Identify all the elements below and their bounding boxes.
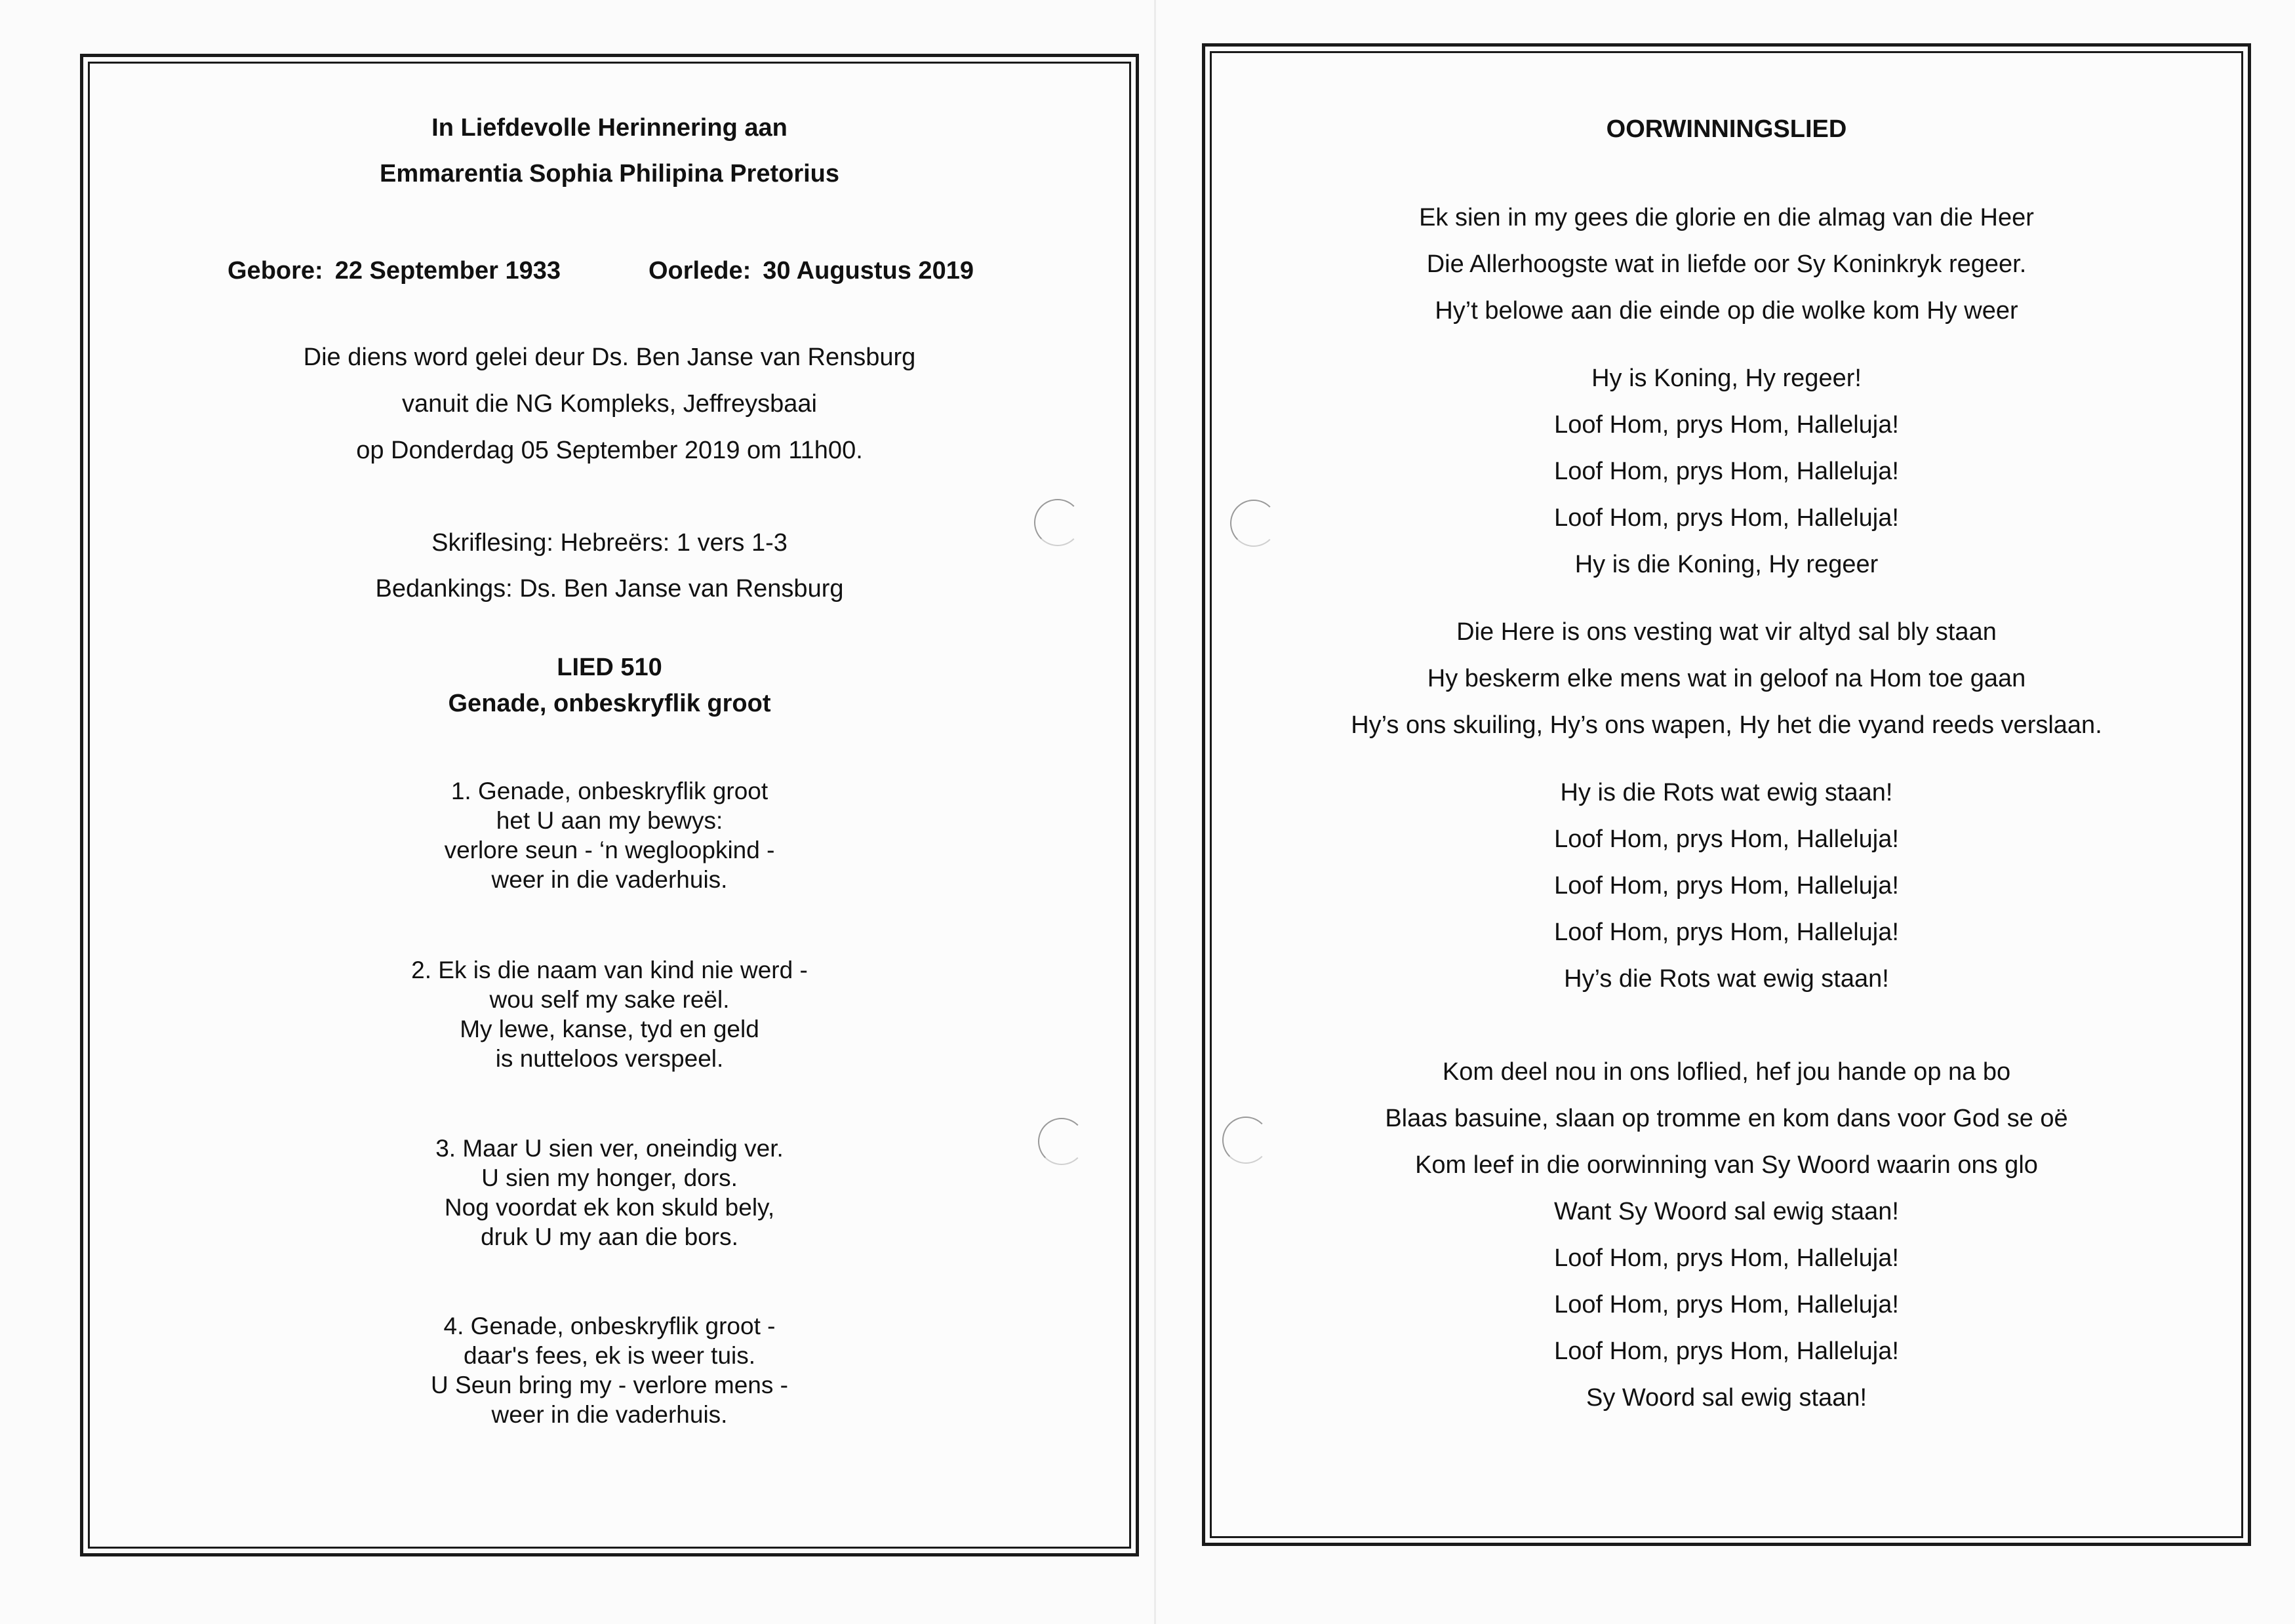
lyric-line: Sy Woord sal ewig staan! <box>1586 1384 1867 1412</box>
died-info <box>649 257 974 285</box>
thanks-line: Bedankings: Ds. Ben Janse van Rensburg <box>375 575 844 603</box>
lyric-line: Loof Hom, prys Hom, Halleluja! <box>1554 919 1899 946</box>
verse-line: weer in die vaderhuis. <box>491 866 728 893</box>
lyric-line: Kom leef in die oorwinning van Sy Woord waarin ons glo <box>1415 1151 2038 1179</box>
lyric-line: Loof Hom, prys Hom, Halleluja! <box>1554 872 1899 900</box>
service-line-1: Die diens word gelei deur Ds. Ben Janse van Rensburg <box>303 344 916 371</box>
verse-line: is nutteloos verspeel. <box>495 1045 724 1072</box>
lyric-line: Loof Hom, prys Hom, Halleluja! <box>1554 1337 1899 1365</box>
punch-hole <box>1230 500 1277 547</box>
song-title: OORWINNINGSLIED <box>1606 115 1847 143</box>
lyric-line: Hy’t belowe aan die einde op die wolke kom Hy weer <box>1435 297 2018 325</box>
lyric-line: Die Allerhoogste wat in liefde oor Sy Koninkryk regeer. <box>1426 250 2027 278</box>
page-fold <box>1154 0 1156 1624</box>
verse-line: 3. Maar U sien ver, oneindig ver. <box>435 1135 784 1162</box>
born-info <box>228 257 561 285</box>
deceased-name: Emmarentia Sophia Philipina Pretorius <box>379 160 840 188</box>
lyric-line: Want Sy Woord sal ewig staan! <box>1554 1198 1899 1225</box>
left-page-inner-frame <box>88 62 1131 1549</box>
lyric-line: Loof Hom, prys Hom, Halleluja! <box>1554 1244 1899 1272</box>
verse-line: 4. Genade, onbeskryflik groot - <box>443 1313 776 1339</box>
lyric-line: Kom deel nou in ons loflied, hef jou hande op na bo <box>1442 1058 2011 1086</box>
lyric-line: Hy’s ons skuiling, Hy’s ons wapen, Hy het die vyand reeds verslaan. <box>1351 711 2102 739</box>
lyric-line: Loof Hom, prys Hom, Halleluja! <box>1554 504 1899 532</box>
punch-hole <box>1038 1118 1085 1165</box>
verse-line: Nog voordat ek kon skuld bely, <box>444 1194 775 1221</box>
service-line-3: op Donderdag 05 September 2019 om 11h00. <box>356 437 863 464</box>
right-page <box>1202 43 2251 1546</box>
lyric-line: Ek sien in my gees die glorie en die almag van die Heer <box>1419 204 2034 231</box>
verse-line: druk U my aan die bors. <box>481 1223 738 1250</box>
lyric-line: Die Here is ons vesting wat vir altyd sal bly staan <box>1456 618 1997 646</box>
lyric-line: Loof Hom, prys Hom, Halleluja! <box>1554 458 1899 485</box>
hymn-number: LIED 510 <box>557 654 662 681</box>
lyric-line: Hy is die Koning, Hy regeer <box>1574 551 1879 578</box>
scripture-reading: Skriflesing: Hebreërs: 1 vers 1-3 <box>431 529 788 557</box>
memorial-heading: In Liefdevolle Herinnering aan <box>431 114 788 142</box>
died-label: Oorlede: <box>649 257 751 285</box>
verse-line: weer in die vaderhuis. <box>491 1401 728 1428</box>
hymn-verse-3 <box>90 1134 1129 1252</box>
verse-line: My lewe, kanse, tyd en geld <box>460 1016 759 1042</box>
punch-hole <box>1222 1117 1269 1164</box>
punch-hole <box>1034 499 1081 546</box>
hymn-verse-4 <box>90 1311 1129 1429</box>
verse-line: verlore seun - ‘n wegloopkind - <box>444 837 775 863</box>
died-date: 30 Augustus 2019 <box>763 257 974 285</box>
lyric-line: Hy’s die Rots wat ewig staan! <box>1564 965 1889 993</box>
verse-line: U Seun bring my - verlore mens - <box>431 1372 788 1398</box>
lyric-line: Loof Hom, prys Hom, Halleluja! <box>1554 1291 1899 1318</box>
lyric-line: Loof Hom, prys Hom, Halleluja! <box>1554 825 1899 853</box>
verse-line: 2. Ek is die naam van kind nie werd - <box>411 957 808 983</box>
lyric-line: Blaas basuine, slaan op tromme en kom dans voor God se oë <box>1385 1105 2068 1132</box>
left-page <box>80 54 1139 1556</box>
service-line-2: vanuit die NG Kompleks, Jeffreysbaai <box>402 390 817 418</box>
lyric-line: Hy beskerm elke mens wat in geloof na Hom toe gaan <box>1427 665 2026 692</box>
hymn-verse-2 <box>90 955 1129 1073</box>
verse-line: daar's fees, ek is weer tuis. <box>463 1342 756 1369</box>
hymn-verse-1 <box>90 776 1129 894</box>
verse-line: het U aan my bewys: <box>496 807 723 834</box>
born-date: 22 September 1933 <box>334 257 561 285</box>
right-page-inner-frame <box>1210 51 2243 1538</box>
lyric-line: Hy is Koning, Hy regeer! <box>1591 365 1862 392</box>
verse-line: wou self my sake reël. <box>489 986 730 1013</box>
hymn-title: Genade, onbeskryflik groot <box>448 690 771 717</box>
verse-line: U sien my honger, dors. <box>481 1164 738 1191</box>
lyric-line: Hy is die Rots wat ewig staan! <box>1560 779 1893 806</box>
verse-line: 1. Genade, onbeskryflik groot <box>450 778 768 804</box>
born-label: Gebore: <box>228 257 323 285</box>
lyric-line: Loof Hom, prys Hom, Halleluja! <box>1554 411 1899 439</box>
